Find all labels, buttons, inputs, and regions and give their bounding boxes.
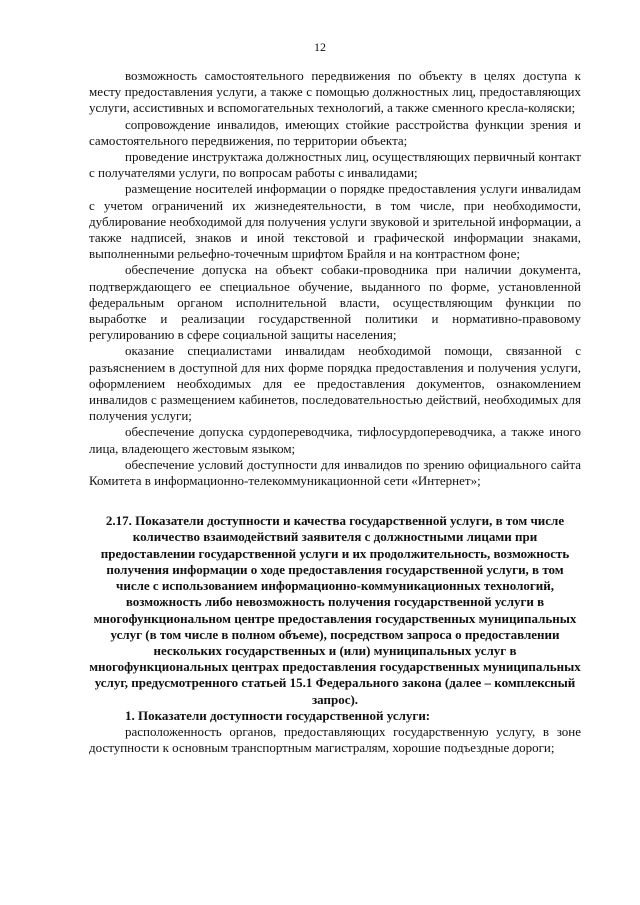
- paragraph-website-accessibility: обеспечение условий доступности для инвалидов по зрению официального сайта Комитета в информационно-телекоммуникационной сети «Интернет»;: [89, 456, 581, 489]
- paragraph-escort: сопровождение инвалидов, имеющих стойкие расстройства функции зрения и самостоятельного передвижения, по территории объекта;: [89, 116, 581, 148]
- paragraph-guide-dog: обеспечение допуска на объект собаки-проводника при наличии документа, подтверждающего ее специальное обучение, выданного по форме, установленной федеральным органом исполнительной власти, осуществляющим функции по выработке и реализации государственной политики и нормативно-правовому регулированию в сфере социальной защиты населения;: [89, 262, 581, 343]
- paragraph-independent-movement: возможность самостоятельного передвижения по объекту в целях доступа к месту предоставления услуги, а также с помощью должностных лиц, предоставляющих услуги, ассистивных и вспомогательных технологий, а также сменного кресла-коляски;: [89, 68, 581, 116]
- paragraph-transport-location: расположенность органов, предоставляющих государственную услугу, в зоне доступности к основным транспортным магистралям, хорошие подъездные дороги;: [89, 723, 581, 756]
- paragraph-staff-briefing: проведение инструктажа должностных лиц, осуществляющих первичный контакт с получателями услуги, по вопросам работы с инвалидами;: [89, 149, 581, 181]
- paragraph-information-carriers: размещение носителей информации о порядке предоставления услуги инвалидам с учетом ограничений их жизнедеятельности, в том числе, при необходимости, дублирование необходимой для получения услуги звуковой и зрительной информации, а также надписей, знаков и иной текстовой и графической информации знаками, выполненными рельефно-точечным шрифтом Брайля и на контрастном фоне;: [89, 181, 581, 262]
- paragraph-specialist-assistance: оказание специалистами инвалидам необходимой помощи, связанной с разъяснением в доступной для них форме порядка предоставления и получения услуги, оформлением необходимых для ее предоставления документов, ознакомлением инвалидов с размещением кабинетов, последовательностью действий, необходимых для получения услуги;: [89, 343, 581, 424]
- subheading-accessibility-indicators: 1. Показатели доступности государственной услуги:: [125, 707, 431, 723]
- section-heading: 2.17. Показатели доступности и качества государственной услуги, в том числе количество взаимодействий заявителя с должностными лицами при предоставлении государственной услуги и их продолжительность, возможность получения информации о ходе предоставления государственной услуги, в том числе с использованием информационно-коммуникационных технологий, возможность либо невозможность получения государственной услуги в многофункциональном центре предоставления государственных муниципальных услуг (в том числе в полном объеме), посредством запроса о предоставлении нескольких государственных и (или) муниципальных услуг в многофункциональных центрах предоставления государственных муниципальных услуг, предусмотренного статьей 15.1 Федерального закона (далее – комплексный запрос).: [89, 513, 581, 707]
- paragraph-sign-interpreter: обеспечение допуска сурдопереводчика, тифлосурдопереводчика, а также иного лица, владеющего жестовым языком;: [89, 424, 581, 456]
- page-body: [89, 68, 581, 756]
- page-number: 12: [314, 40, 326, 54]
